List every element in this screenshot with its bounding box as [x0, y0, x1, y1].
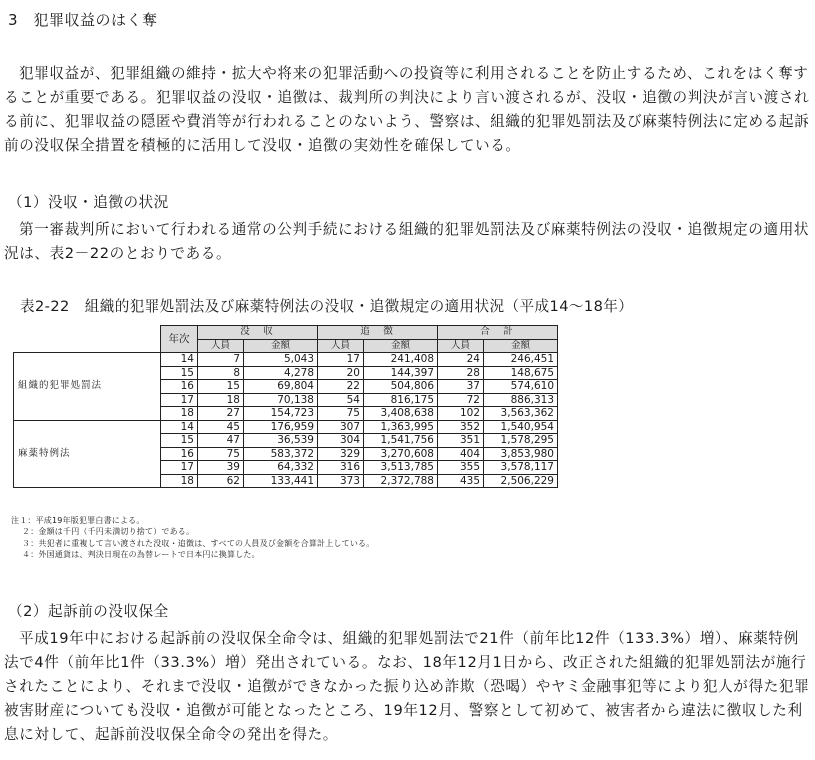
subsection-title-confiscation: （1）没収・追徴の状況 [8, 194, 169, 211]
intro-paragraph: 犯罪収益が、犯罪組織の維持・拡大や将来の犯罪活動への投資等に利用されることを防止するため、これをはく奪することが重要である。犯罪収益の没収・追徴は、裁判所の判決により言い渡されるが、没収・追徴の判決が言い渡される前に、犯罪収益の隠匿や費消等が行われることのないよう、警察は、組織的犯罪処罰法及び麻薬特例法に定める起訴前の没収保全措置を積極的に活用して没収・追徴の実効性を確保している。 [4, 65, 810, 154]
year-cell: 14 [161, 420, 198, 434]
amount-cell: 148,675 [484, 366, 558, 380]
persons-cell: 62 [198, 474, 244, 488]
confiscation-paragraph: 第一審裁判所において行われる通常の公判手続における組織的犯罪処罰法及び麻薬特例法の没収・追徴規定の適用状況は、表2－22のとおりである。 [4, 221, 810, 262]
subheader-amount: 金額 [484, 339, 558, 353]
confiscation-table [13, 325, 558, 488]
persons-cell: 20 [318, 366, 364, 380]
subheader-persons: 人員 [198, 339, 244, 353]
amount-cell: 816,175 [364, 393, 438, 407]
amount-cell: 246,451 [484, 353, 558, 367]
persons-cell: 17 [318, 353, 364, 367]
amount-cell: 64,332 [244, 461, 318, 475]
year-header: 年次 [161, 326, 198, 353]
amount-cell: 241,408 [364, 353, 438, 367]
amount-cell: 3,578,117 [484, 461, 558, 475]
subheader-persons: 人員 [318, 339, 364, 353]
table-caption: 表2-22 組織的犯罪処罰法及び麻薬特例法の没収・追徴規定の適用状況（平成14～18年） [20, 298, 634, 315]
subheader-amount: 金額 [244, 339, 318, 353]
amount-cell: 3,270,608 [364, 447, 438, 461]
amount-cell: 2,372,788 [364, 474, 438, 488]
amount-cell: 69,804 [244, 380, 318, 394]
subheader-amount: 金額 [364, 339, 438, 353]
persons-cell: 22 [318, 380, 364, 394]
year-cell: 17 [161, 461, 198, 475]
amount-cell: 3,408,638 [364, 407, 438, 421]
amount-cell: 3,853,980 [484, 447, 558, 461]
group-label: 麻薬特例法 [14, 420, 161, 488]
preprosecution-paragraph: 平成19年中における起訴前の没収保全命令は、組織的犯罪処罰法で21件（前年比12件（133.3%）増）、麻薬特例法で4件（前年比1件（33.3%）増）発出されている。なお、18年12月1日から、改正された組織的犯罪処罰法が施行されたことにより、それまで没収・追徴ができなかった振り込め詐欺（恐喝）やヤミ金融事犯等により犯人が得た犯罪被害財産についても没収・追徴が可能となったところ、19年12月、警察として初めて、被害者から違法に徴収した利息に対して、起訴前没収保全命令の発出を得た。 [4, 630, 810, 743]
note-line: ２：金額は千円（千円未満切り捨て）である。 [22, 527, 195, 537]
persons-cell: 316 [318, 461, 364, 475]
year-cell: 18 [161, 474, 198, 488]
amount-cell: 5,043 [244, 353, 318, 367]
persons-cell: 75 [318, 407, 364, 421]
subsection-title-preprosecution: （2）起訴前の没収保全 [8, 603, 169, 620]
table-row [14, 420, 558, 434]
persons-cell: 329 [318, 447, 364, 461]
persons-cell: 304 [318, 434, 364, 448]
note-line: ４：外国通貨は、判決日現在の為替レートで日本円に換算した。 [22, 550, 260, 560]
corner-cell [14, 326, 161, 353]
persons-cell: 37 [438, 380, 484, 394]
table-body [14, 326, 558, 488]
persons-cell: 355 [438, 461, 484, 475]
group-header-total: 合 計 [438, 326, 558, 340]
section-title: 3 犯罪収益のはく奪 [8, 11, 158, 29]
persons-cell: 75 [198, 447, 244, 461]
year-cell: 15 [161, 434, 198, 448]
persons-cell: 27 [198, 407, 244, 421]
persons-cell: 404 [438, 447, 484, 461]
amount-cell: 176,959 [244, 420, 318, 434]
amount-cell: 504,806 [364, 380, 438, 394]
persons-cell: 54 [318, 393, 364, 407]
year-cell: 16 [161, 380, 198, 394]
persons-cell: 307 [318, 420, 364, 434]
table-notes [11, 515, 374, 561]
group-header-collection: 追 徴 [318, 326, 438, 340]
amount-cell: 1,540,954 [484, 420, 558, 434]
persons-cell: 45 [198, 420, 244, 434]
persons-cell: 435 [438, 474, 484, 488]
note-line: ３：共犯者に重複して言い渡された没収・追徴は、すべての人員及び金額を合算計上している。 [22, 538, 375, 548]
persons-cell: 373 [318, 474, 364, 488]
amount-cell: 36,539 [244, 434, 318, 448]
persons-cell: 72 [438, 393, 484, 407]
table-header-row [14, 326, 558, 340]
year-cell: 15 [161, 366, 198, 380]
year-cell: 16 [161, 447, 198, 461]
amount-cell: 583,372 [244, 447, 318, 461]
persons-cell: 7 [198, 353, 244, 367]
persons-cell: 15 [198, 380, 244, 394]
amount-cell: 574,610 [484, 380, 558, 394]
amount-cell: 1,541,756 [364, 434, 438, 448]
persons-cell: 28 [438, 366, 484, 380]
amount-cell: 3,563,362 [484, 407, 558, 421]
persons-cell: 102 [438, 407, 484, 421]
amount-cell: 1,363,995 [364, 420, 438, 434]
amount-cell: 144,397 [364, 366, 438, 380]
persons-cell: 39 [198, 461, 244, 475]
table-row [14, 353, 558, 367]
persons-cell: 47 [198, 434, 244, 448]
persons-cell: 351 [438, 434, 484, 448]
year-cell: 17 [161, 393, 198, 407]
amount-cell: 70,138 [244, 393, 318, 407]
amount-cell: 3,513,785 [364, 461, 438, 475]
amount-cell: 886,313 [484, 393, 558, 407]
year-cell: 14 [161, 353, 198, 367]
group-label: 組織的犯罪処罰法 [14, 353, 161, 421]
amount-cell: 154,723 [244, 407, 318, 421]
year-cell: 18 [161, 407, 198, 421]
group-header-confiscation: 没 収 [198, 326, 318, 340]
amount-cell: 133,441 [244, 474, 318, 488]
subheader-persons: 人員 [438, 339, 484, 353]
amount-cell: 2,506,229 [484, 474, 558, 488]
amount-cell: 4,278 [244, 366, 318, 380]
note-line: 注１：平成19年版犯罪白書による。 [11, 516, 145, 525]
persons-cell: 18 [198, 393, 244, 407]
persons-cell: 8 [198, 366, 244, 380]
persons-cell: 24 [438, 353, 484, 367]
amount-cell: 1,578,295 [484, 434, 558, 448]
persons-cell: 352 [438, 420, 484, 434]
